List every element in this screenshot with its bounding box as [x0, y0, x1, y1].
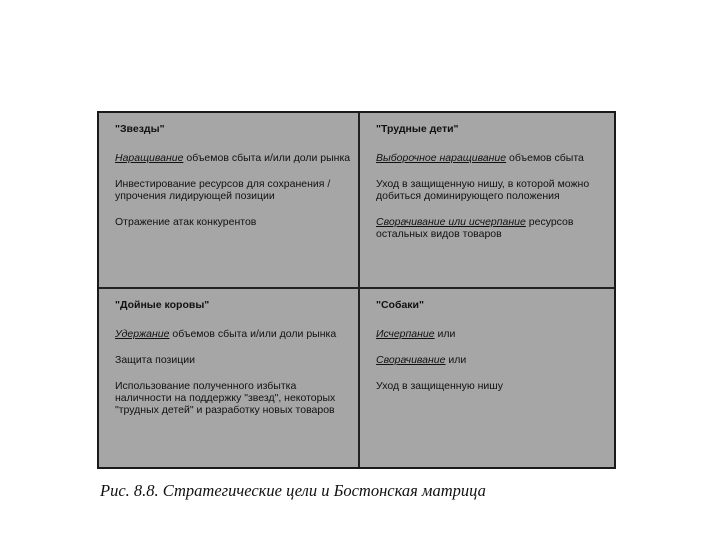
strategy-lead: Удержание: [115, 328, 170, 340]
strategy-item: [115, 380, 352, 416]
figure-caption: Рис. 8.8. Стратегические цели и Бостонская матрица: [100, 481, 486, 500]
strategy-text: Инвестирование ресурсов для сохранения /упрочения лидирующей позиции: [115, 178, 331, 202]
strategy-text: Защита позиции: [115, 354, 195, 366]
strategy-item: [376, 152, 608, 164]
strategy-item: [115, 216, 352, 228]
strategy-item: [376, 178, 608, 202]
quadrant-stars: [99, 113, 358, 287]
strategy-text: Уход в защищенную нишу, в которой можно добиться доминирующего положения: [376, 178, 590, 202]
quadrant-title: "Трудные дети": [376, 123, 459, 135]
strategy-lead: Наращивание: [115, 152, 184, 164]
strategy-text: Отражение атак конкурентов: [115, 216, 257, 228]
strategy-text: объемов сбыта и/или доли рынка: [183, 152, 351, 164]
strategy-lead: Сворачивание: [376, 354, 446, 366]
strategy-lead: Выборочное наращивание: [376, 152, 507, 164]
quadrant-title: "Собаки": [376, 299, 424, 311]
quadrant-title: "Звезды": [115, 123, 165, 135]
strategy-item: [115, 328, 352, 340]
strategy-item: [115, 354, 352, 366]
strategy-item: [376, 354, 608, 366]
quadrant-cash-cows: [99, 289, 358, 467]
strategy-item: [376, 328, 608, 340]
strategy-item: [115, 178, 352, 202]
quadrant-dogs: [360, 289, 614, 467]
strategy-item: [376, 216, 608, 240]
strategy-text: объемов сбыта и/или доли рынка: [169, 328, 337, 340]
strategy-item: [376, 380, 608, 392]
strategy-text: или: [434, 328, 456, 340]
strategy-text: объемов сбыта: [506, 152, 584, 164]
quadrant-title: "Дойные коровы": [115, 299, 210, 311]
strategy-text: или: [445, 354, 467, 366]
strategy-item: [115, 152, 352, 164]
boston-matrix: [97, 111, 616, 469]
quadrant-problem-children: [360, 113, 614, 287]
strategy-text: Использование полученного избытка наличности на поддержку "звезд", некоторых "трудных детей" и разработку новых товаров: [115, 380, 336, 416]
strategy-lead: Исчерпание: [376, 328, 435, 340]
strategy-lead: Сворачивание или исчерпание: [376, 216, 526, 228]
strategy-text: ресурсов остальных видов товаров: [376, 216, 574, 240]
strategy-text: Уход в защищенную нишу: [376, 380, 503, 392]
